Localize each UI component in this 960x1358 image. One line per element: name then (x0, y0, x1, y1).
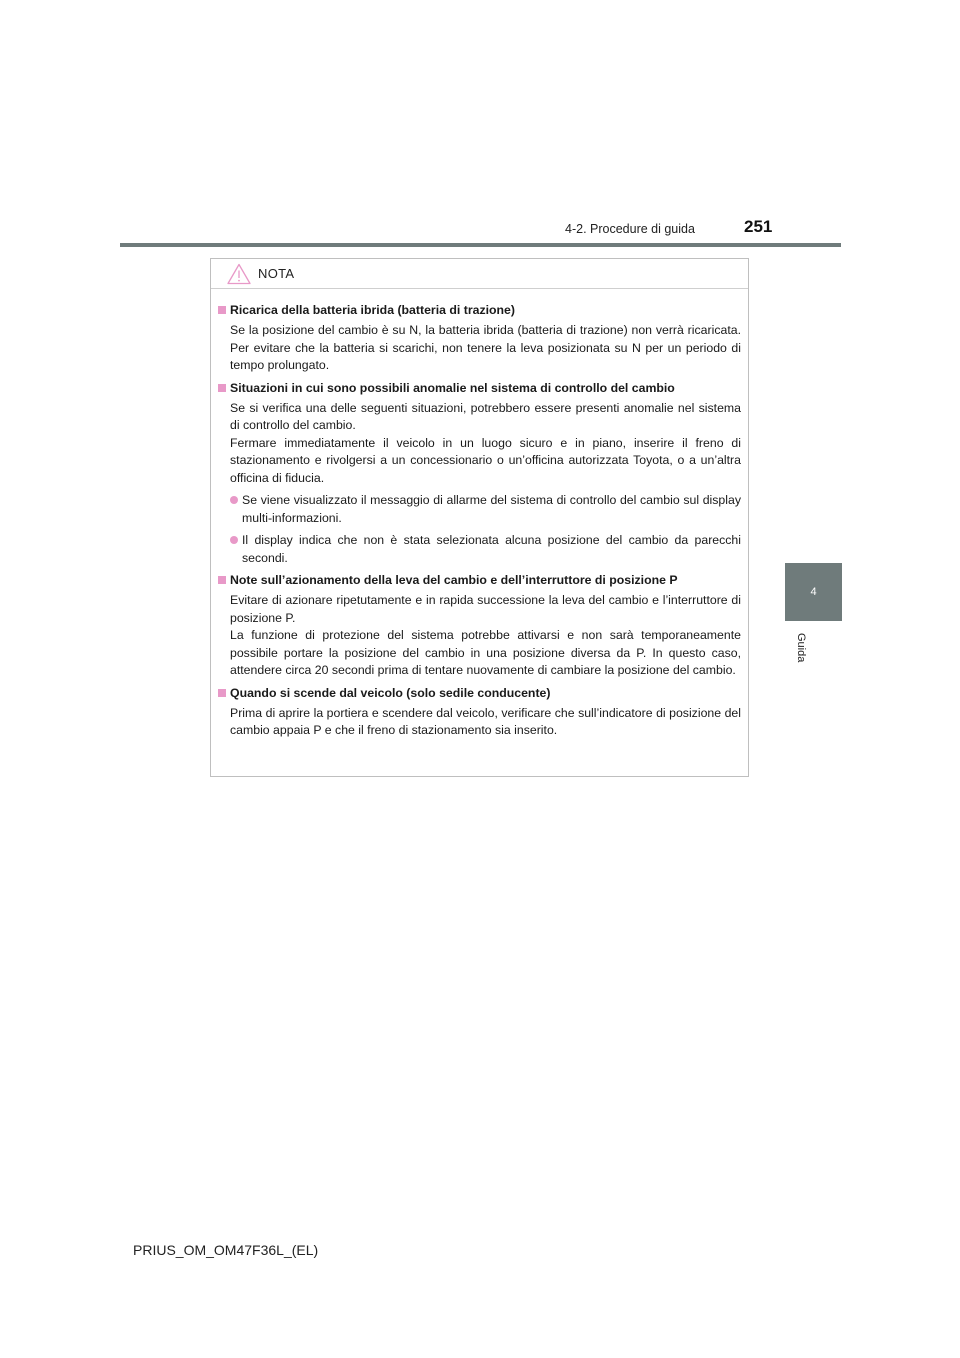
section-heading-text: Situazioni in cui sono possibili anomalie nel sistema di controllo del cambio (230, 380, 675, 395)
notice-section (218, 571, 741, 680)
paragraph-text: Prima di aprire la portiera e scendere dal veicolo, verificare che sull’indicatore di posizione del cambio appaia P e che il freno di stazionamento sia inserito. (230, 705, 741, 737)
bullet-item (218, 492, 741, 527)
section-paragraph (218, 400, 741, 488)
square-bullet-icon (218, 384, 226, 392)
section-heading (218, 684, 741, 702)
square-bullet-icon (218, 306, 226, 314)
bullet-item (218, 532, 741, 567)
page-number: 251 (744, 217, 773, 236)
notice-body (211, 289, 748, 740)
section-paragraph (218, 592, 741, 680)
section-heading-text: Note sull’azionamento della leva del cambio e dell’interruttore di posizione P (230, 573, 678, 587)
header-section-title: 4-2. Procedure di guida (565, 222, 695, 236)
notice-box (210, 258, 749, 777)
notice-section (218, 301, 741, 375)
notice-title: NOTA (258, 266, 295, 281)
paragraph-text: La funzione di protezione del sistema potrebbe attivarsi e non sarà temporaneamente possibile portare la posizione del cambio in una posizione diversa da P. In questo caso, attendere circa 20 secondi prima di tentare nuovamente di cambiare la posizione del cambio. (230, 628, 741, 677)
notice-header (211, 259, 748, 289)
circle-bullet-icon (230, 496, 238, 504)
notice-section (218, 684, 741, 740)
paragraph-text: Evitare di azionare ripetutamente e in rapida successione la leva del cambio e l’interruttore di posizione P. (230, 593, 741, 625)
section-heading (218, 571, 741, 589)
chapter-name: Guida (795, 633, 807, 663)
warning-triangle-icon (227, 263, 251, 285)
chapter-tab (785, 563, 842, 621)
paragraph-text: Se si verifica una delle seguenti situazioni, potrebbero essere presenti anomalie nel sistema di controllo del cambio. (230, 400, 741, 432)
paragraph-text: Se la posizione del cambio è su N, la batteria ibrida (batteria di trazione) non verrà ricaricata. Per evitare che la batteria si scarichi, non tenere la leva posizionata su N per un periodo di tempo prolungato. (230, 323, 741, 372)
section-heading (218, 301, 741, 319)
section-heading (218, 379, 741, 397)
circle-bullet-icon (230, 536, 238, 544)
section-paragraph (218, 322, 741, 375)
notice-section (218, 379, 741, 568)
bullet-text: Il display indica che non è stata selezionata alcuna posizione del cambio da parecchi secondi. (242, 533, 741, 565)
header-divider (120, 243, 841, 247)
square-bullet-icon (218, 689, 226, 697)
document-code: PRIUS_OM_OM47F36L_(EL) (133, 1242, 319, 1258)
paragraph-text: Fermare immediatamente il veicolo in un luogo sicuro e in piano, inserire il freno di stazionamento e rivolgersi a un concessionario o un’officina autorizzata Toyota, o a un’altra officina di fiducia. (230, 435, 741, 485)
square-bullet-icon (218, 576, 226, 584)
chapter-number: 4 (810, 586, 817, 598)
section-paragraph (218, 705, 741, 740)
section-heading-text: Quando si scende dal veicolo (solo sedile conducente) (230, 685, 551, 700)
section-heading-text: Ricarica della batteria ibrida (batteria di trazione) (230, 303, 515, 317)
bullet-text: Se viene visualizzato il messaggio di allarme del sistema di controllo del cambio sul display multi-informazioni. (242, 493, 741, 525)
